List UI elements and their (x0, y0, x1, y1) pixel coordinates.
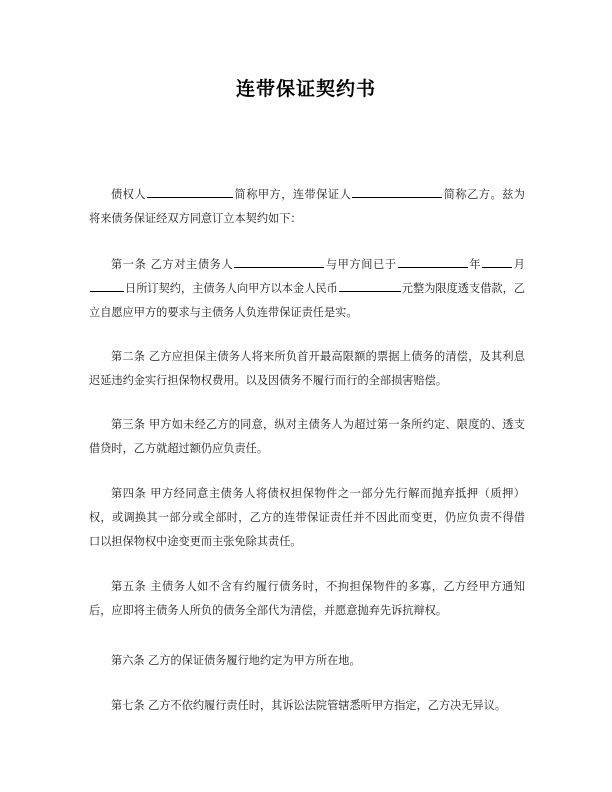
preamble-text-1: 债权人 (111, 188, 147, 201)
article-5-paragraph: 第五条 主债务人如不含有约履行债务时，不拘担保物件的多寡，乙方经甲方通知后，应即将主债务人所负的债务全部代为清偿，并愿意抛弃先诉抗辩权。 (89, 580, 525, 617)
article-1-text-5: 日所订契约，主债务人向甲方以本金人民币 (125, 282, 338, 295)
preamble-paragraph (89, 183, 525, 231)
article-1-text-6: 元整为限度透支借款，乙立自愿应甲方的要求与主债务人负连带保证责任是实。 (89, 282, 525, 319)
article-7-paragraph: 第七条 乙方不依约履行责任时，其诉讼法院管辖悉听甲方指定，乙方决无异议。 (111, 699, 507, 712)
article-1-text-2: 与甲方间已于 (325, 258, 397, 271)
debtor-blank (234, 253, 324, 268)
day-blank (90, 277, 124, 292)
article-2-paragraph: 第二条 乙方应担保主债务人将来所负首开最高限额的票据上债务的清偿，及其利息迟延违约金实行担保物权费用。以及因债务不履行而行的全部损害赔偿。 (89, 350, 525, 387)
preamble-text-3: 简称乙方。兹为将来债务保证经双方同意订立本契约如下： (89, 188, 525, 225)
creditor-blank (147, 183, 233, 198)
article-6-paragraph: 第六条 乙方的保证债务履行地约定为甲方所在地。 (111, 654, 361, 667)
article-1-text-4: 月 (513, 258, 525, 271)
guarantor-blank (352, 183, 442, 198)
article-1-text-1: 第一条 乙方对主债务人 (111, 258, 234, 271)
article-3-paragraph: 第三条 甲方如未经乙方的同意，纵对主债务人为超过第一条所约定、限度的、透支借贷时，乙方就超过额仍应负责任。 (89, 418, 525, 455)
article-4-paragraph: 第四条 甲方经同意主债务人将债权担保物件之一部分先行解而抛弃抵押（质押）权，或调换其一部分或全部时，乙方的连带保证责任并不因此而变更，仍应负责不得借口以担保物权中途变更而主张免除其责任。 (89, 487, 525, 548)
preamble-text-2: 简称甲方，连带保证人 (234, 188, 352, 201)
article-1-paragraph (89, 253, 525, 325)
amount-blank (339, 277, 401, 292)
month-blank (482, 253, 512, 268)
document-title: 连带保证契约书 (235, 78, 376, 100)
year-blank (398, 253, 468, 268)
article-1-text-3: 年 (468, 258, 482, 271)
